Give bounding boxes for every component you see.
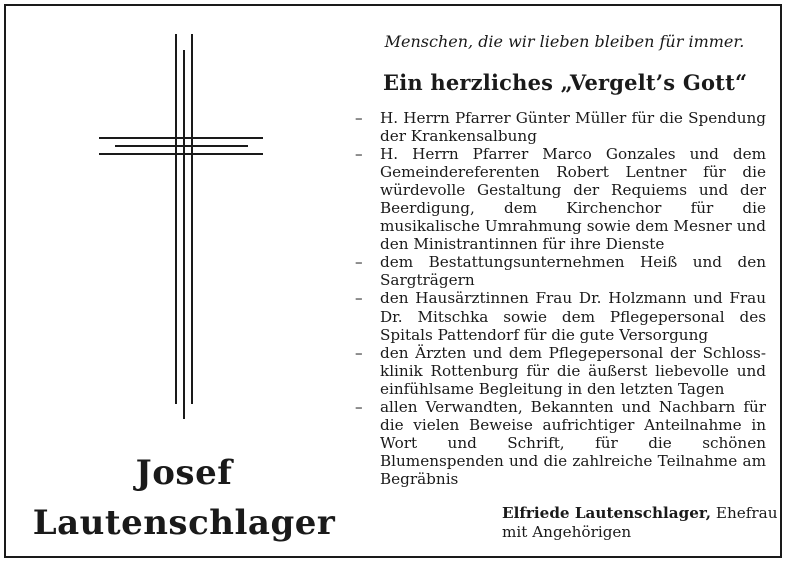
signature-line2: mit Angehörigen [502, 523, 632, 541]
list-item-text: den Hausärztinnen Frau Dr. Holzmann und Frau Dr. Mitschka sowie dem Pflegepersonal des Spitals Pattendorf für die gute Versorgung [380, 289, 766, 344]
list-item [352, 253, 766, 289]
list-item [352, 109, 766, 145]
signature-name: Elfriede Lautenschlager, [502, 504, 712, 522]
list-dash: – [355, 343, 363, 362]
thanks-list [352, 109, 766, 488]
list-item [352, 145, 766, 253]
deceased-last-name: Lautenschlager [32, 503, 336, 543]
list-dash: – [355, 145, 363, 164]
list-item [352, 289, 766, 343]
list-item [352, 344, 766, 398]
memorial-quote: Menschen, die wir lieben bleiben für immer. [384, 32, 745, 51]
obituary-card [4, 4, 782, 558]
list-item [352, 398, 766, 488]
signature-block [502, 504, 778, 542]
list-item-text: allen Verwandten, Bekannten und Nachbarn für die vielen Beweise aufrichtiger Anteilnahme in Wort und Schrift, für die schönen Blumenspenden und die zahlreiche Teilnahme am Begräbnis [380, 397, 766, 488]
list-dash: – [355, 253, 363, 272]
list-dash: – [355, 109, 363, 127]
list-item-text: H. Herrn Pfarrer Günter Müller für die Spendung der Krankensalbung [380, 109, 766, 146]
signature-relation: Ehefrau [715, 504, 778, 522]
cross-icon [99, 34, 265, 434]
thanks-heading: Ein herzliches „Vergelt’s Gott“ [383, 70, 748, 95]
list-item-text: den Ärzten und dem Pflegepersonal der Schlossklinik Rottenburg für die äußerst liebevolle und einfühlsame Begleitung in den letzten Tagen [380, 343, 766, 398]
signature-line [502, 504, 778, 523]
deceased-first-name: Josef [135, 453, 233, 493]
list-dash: – [355, 289, 363, 308]
list-item-text: dem Bestattungsunternehmen Heiß und den Sargträgern [380, 253, 766, 290]
list-dash: – [355, 397, 363, 416]
list-item-text: H. Herrn Pfarrer Marco Gonzales und dem Gemeindereferenten Robert Lentner für die würdevolle Gestaltung der Requiems und der Beerdigung, dem Kirchenchor für die musikalische Umrahmung sowie dem Mesner und den Ministrantinnen für ihre Dienste [380, 145, 766, 254]
